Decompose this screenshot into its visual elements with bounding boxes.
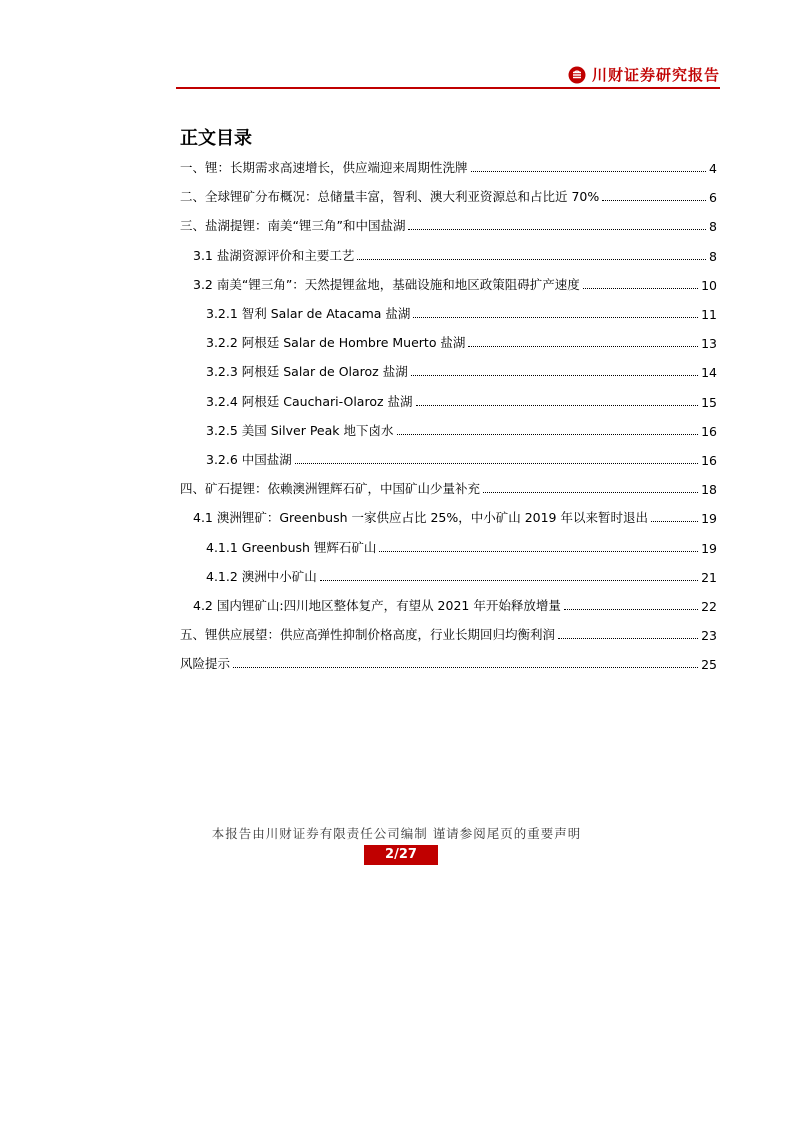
toc-entry-label: 3.1 盐湖资源评价和主要工艺 (193, 247, 355, 263)
toc-entry[interactable] (193, 275, 717, 293)
toc-entry-label: 3.2.3 阿根廷 Salar de Olaroz 盐湖 (206, 364, 408, 380)
toc-entry[interactable] (180, 216, 717, 234)
toc-entry-label: 三、盐湖提锂：南美“锂三角”和中国盐湖 (180, 218, 406, 234)
toc-entry[interactable] (206, 450, 717, 468)
toc-entry-label: 4.1 澳洲锂矿：Greenbush 一家供应占比 25%，中小矿山 2019 年以来暂时退出 (193, 510, 648, 526)
toc-entry-page: 23 (701, 628, 717, 644)
toc-entry-page: 19 (701, 511, 717, 527)
toc-leader-dots (233, 667, 698, 668)
toc-entry-page: 19 (701, 540, 717, 556)
toc-entry[interactable] (193, 246, 717, 264)
toc-entry-page: 10 (701, 277, 717, 293)
footer-disclaimer: 本报告由川财证券有限责任公司编制 谨请参阅尾页的重要声明 (211, 826, 582, 841)
toc-entry[interactable] (206, 421, 717, 439)
toc-entry-label: 3.2.6 中国盐湖 (206, 452, 292, 467)
toc-entry-page: 16 (701, 423, 717, 439)
toc-entry[interactable] (206, 567, 717, 585)
toc-leader-dots (295, 463, 698, 464)
toc-leader-dots (379, 551, 698, 552)
toc-entry-label: 风险提示 (180, 656, 231, 672)
toc-entry-label: 4.1.1 Greenbush 锂辉石矿山 (206, 539, 377, 555)
toc-leader-dots (651, 521, 698, 522)
toc-entry[interactable] (180, 479, 717, 497)
toc-entry[interactable] (180, 654, 717, 672)
toc-entry-page: 8 (709, 248, 717, 264)
toc-entry[interactable] (206, 362, 717, 380)
toc-entry-page: 18 (701, 482, 717, 498)
toc-leader-dots (411, 375, 698, 376)
toc-entry-page: 6 (709, 190, 717, 206)
toc-entry-label: 3.2.2 阿根廷 Salar de Hombre Muerto 盐湖 (206, 335, 466, 351)
toc-entry[interactable] (206, 304, 717, 322)
toc-leader-dots (468, 346, 698, 347)
toc-entry-page: 13 (701, 336, 717, 352)
toc-entry-label: 3.2.5 美国 Silver Peak 地下卤水 (206, 422, 394, 438)
toc-entry[interactable] (180, 187, 717, 205)
toc-leader-dots (413, 317, 698, 318)
toc-entry-label: 3.2.4 阿根廷 Cauchari-Olaroz 盐湖 (206, 393, 413, 409)
toc-entry-label: 一、锂：长期需求高速增长，供应端迎来周期性洗牌 (180, 160, 468, 175)
toc-entry[interactable] (206, 333, 717, 351)
toc-leader-dots (558, 638, 698, 639)
toc-entry[interactable] (206, 392, 717, 410)
toc-leader-dots (471, 171, 707, 172)
toc-entry-page: 11 (701, 307, 717, 322)
toc-leader-dots (602, 200, 706, 201)
toc-entry-label: 二、全球锂矿分布概况：总储量丰富，智利、澳大利亚资源总和占比近 70% (180, 189, 600, 205)
toc-entry-label: 五、锂供应展望：供应高弹性抑制价格高度，行业长期回归均衡利润 (180, 627, 556, 643)
page-number-badge: 2/27 (364, 845, 438, 865)
toc-entry-page: 8 (709, 219, 717, 235)
toc-entry-page: 21 (701, 569, 717, 585)
toc-entry-label: 3.2 南美“锂三角”：天然提锂盆地，基础设施和地区政策阻碍扩产速度 (193, 276, 580, 292)
toc-leader-dots (357, 259, 706, 260)
toc-leader-dots (583, 288, 698, 289)
toc-entry-page: 14 (701, 365, 717, 381)
toc-leader-dots (320, 580, 698, 581)
toc-entry[interactable] (206, 538, 717, 556)
toc-leader-dots (416, 405, 699, 406)
toc-entry-label: 4.2 国内锂矿山:四川地区整体复产，有望从 2021 年开始释放增量 (193, 598, 561, 613)
brand-name: 川财证券研究报告 (591, 66, 720, 84)
toc-entry[interactable] (193, 508, 717, 526)
toc-entry-label: 四、矿石提锂：依赖澳洲锂辉石矿，中国矿山少量补充 (180, 481, 481, 497)
toc-leader-dots (483, 492, 698, 493)
toc-entry-page: 16 (701, 453, 717, 468)
toc-entry-page: 25 (701, 657, 717, 673)
toc-entry-page: 4 (709, 161, 717, 176)
toc-entry[interactable] (193, 596, 717, 614)
toc-entry-label: 3.2.1 智利 Salar de Atacama 盐湖 (206, 306, 411, 321)
toc-title: 正文目录 (180, 128, 252, 149)
toc-entry-label: 4.1.2 澳洲中小矿山 (206, 568, 317, 584)
toc-entry[interactable] (180, 158, 717, 176)
toc-entry-page: 22 (701, 599, 717, 614)
toc-entry[interactable] (180, 625, 717, 643)
toc-leader-dots (564, 609, 698, 610)
toc-leader-dots (397, 434, 699, 435)
toc-leader-dots (408, 229, 706, 230)
toc-entry-page: 15 (701, 394, 717, 410)
